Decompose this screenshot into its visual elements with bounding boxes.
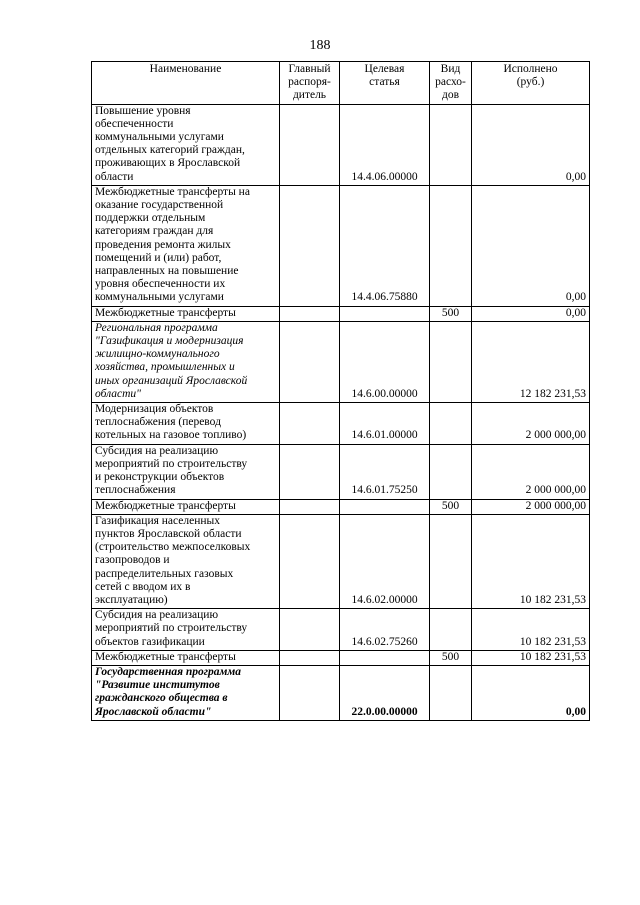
row-name: [92, 514, 280, 608]
row-target: 14.4.06.75880: [340, 185, 430, 306]
row-name: [92, 444, 280, 499]
row-expense-type: [430, 665, 472, 720]
row-name-line: Межбюджетные трансферты: [95, 650, 236, 663]
row-name: [92, 650, 280, 665]
row-manager: [280, 306, 340, 321]
row-target: 14.6.02.00000: [340, 514, 430, 608]
row-name-line: эксплуатацию): [95, 593, 168, 606]
row-name-line: категориям граждан для: [95, 225, 214, 238]
row-expense-type: 500: [430, 499, 472, 514]
row-manager: [280, 185, 340, 306]
header-expense-type: Вид расхо- дов: [430, 62, 472, 105]
row-expense-type: [430, 185, 472, 306]
row-name-line: Субсидия на реализацию: [95, 444, 219, 457]
row-executed: 2 000 000,00: [472, 499, 590, 514]
row-name-line: газопроводов и: [95, 554, 170, 567]
table-row: [92, 185, 590, 306]
row-executed: 0,00: [472, 665, 590, 720]
row-name-line: хозяйства, промышленных и: [95, 361, 235, 374]
row-name-line: области": [95, 387, 141, 400]
table-row: [92, 104, 590, 185]
table-row: [92, 444, 590, 499]
row-name-line: направленных на повышение: [95, 265, 239, 278]
row-target: 14.6.02.75260: [340, 609, 430, 651]
table-body: [92, 104, 590, 720]
row-name-line: коммунальными услугами: [95, 291, 224, 304]
table-row: [92, 650, 590, 665]
row-name-line: мероприятий по строительству: [95, 457, 248, 470]
row-name-line: оказание государственной: [95, 199, 224, 212]
row-name-line: распределительных газовых: [95, 567, 234, 580]
row-name-line: (строительство межпоселковых: [95, 541, 251, 554]
row-name-line: поддержки отдельным: [95, 212, 206, 225]
row-name-line: теплоснабжения (перевод: [95, 416, 221, 429]
row-name-line: отдельных категорий граждан,: [95, 144, 245, 157]
row-name-line: Региональная программа: [95, 321, 218, 334]
page-number: 188: [309, 38, 331, 53]
row-name-line: Государственная программа: [95, 665, 242, 678]
row-expense-type: [430, 403, 472, 445]
row-executed: 2 000 000,00: [472, 444, 590, 499]
row-target: [340, 650, 430, 665]
row-manager: [280, 665, 340, 720]
row-executed: 2 000 000,00: [472, 403, 590, 445]
row-executed: 0,00: [472, 104, 590, 185]
row-manager: [280, 321, 340, 402]
row-name: [92, 499, 280, 514]
row-manager: [280, 609, 340, 651]
row-name-line: помещений и (или) работ,: [95, 251, 222, 264]
row-expense-type: [430, 444, 472, 499]
row-name: [92, 104, 280, 185]
row-name: [92, 403, 280, 445]
row-name-line: области: [95, 170, 134, 183]
row-executed: 0,00: [472, 185, 590, 306]
row-name: [92, 665, 280, 720]
row-manager: [280, 650, 340, 665]
row-name-line: "Газификация и модернизация: [95, 335, 244, 348]
row-name-line: объектов газификации: [95, 635, 205, 648]
table-row: [92, 609, 590, 651]
row-target: [340, 499, 430, 514]
row-name-line: и реконструкции объектов: [95, 471, 225, 484]
row-name-line: "Развитие институтов: [95, 679, 220, 692]
row-name-line: котельных на газовое топливо): [95, 429, 247, 442]
row-executed: 12 182 231,53: [472, 321, 590, 402]
header-executed: Исполнено (руб.): [472, 62, 590, 105]
row-target: 14.6.01.75250: [340, 444, 430, 499]
table-row: [92, 665, 590, 720]
budget-execution-table: [91, 61, 590, 721]
row-name-line: Межбюджетные трансферты: [95, 306, 236, 319]
row-name-line: Субсидия на реализацию: [95, 609, 219, 622]
table-row: [92, 321, 590, 402]
table-row: [92, 306, 590, 321]
row-name: [92, 306, 280, 321]
row-name: [92, 321, 280, 402]
row-name-line: Межбюджетные трансферты: [95, 499, 236, 512]
row-manager: [280, 403, 340, 445]
row-target: 14.6.01.00000: [340, 403, 430, 445]
row-name-line: Повышение уровня: [95, 104, 191, 117]
row-manager: [280, 444, 340, 499]
row-name-line: Ярославской области": [95, 705, 212, 718]
row-name-line: коммунальными услугами: [95, 131, 224, 144]
row-name-line: Модернизация объектов: [95, 403, 214, 416]
row-target: [340, 306, 430, 321]
row-executed: 10 182 231,53: [472, 609, 590, 651]
row-target: 14.6.00.00000: [340, 321, 430, 402]
row-expense-type: [430, 609, 472, 651]
row-name: [92, 185, 280, 306]
row-name-line: теплоснабжения: [95, 484, 176, 497]
row-expense-type: 500: [430, 650, 472, 665]
table-header-row: [92, 62, 590, 105]
table-row: [92, 499, 590, 514]
row-target: 14.4.06.00000: [340, 104, 430, 185]
row-name-line: уровня обеспеченности их: [95, 278, 226, 291]
row-target: 22.0.00.00000: [340, 665, 430, 720]
table-row: [92, 514, 590, 608]
table-row: [92, 403, 590, 445]
row-expense-type: 500: [430, 306, 472, 321]
row-name-line: пунктов Ярославской области: [95, 527, 242, 540]
row-manager: [280, 104, 340, 185]
row-name-line: жилищно-коммунального: [95, 348, 220, 361]
row-executed: 0,00: [472, 306, 590, 321]
header-target: Целевая статья: [340, 62, 430, 105]
row-name-line: гражданского общества в: [95, 692, 228, 705]
row-manager: [280, 514, 340, 608]
row-name-line: проживающих в Ярославской: [95, 157, 241, 170]
row-name-line: проведения ремонта жилых: [95, 238, 231, 251]
row-executed: 10 182 231,53: [472, 514, 590, 608]
row-expense-type: [430, 514, 472, 608]
row-name-line: Межбюджетные трансферты на: [95, 185, 250, 198]
row-name-line: мероприятий по строительству: [95, 622, 248, 635]
row-name-line: Газификация населенных: [95, 514, 220, 527]
row-expense-type: [430, 321, 472, 402]
header-name: Наименование: [92, 62, 280, 105]
row-expense-type: [430, 104, 472, 185]
row-executed: 10 182 231,53: [472, 650, 590, 665]
row-manager: [280, 499, 340, 514]
row-name-line: иных организаций Ярославской: [95, 374, 248, 387]
row-name-line: обеспеченности: [95, 117, 174, 130]
header-manager: Главный распоря- дитель: [280, 62, 340, 105]
row-name: [92, 609, 280, 651]
row-name-line: сетей с вводом их в: [95, 580, 191, 593]
